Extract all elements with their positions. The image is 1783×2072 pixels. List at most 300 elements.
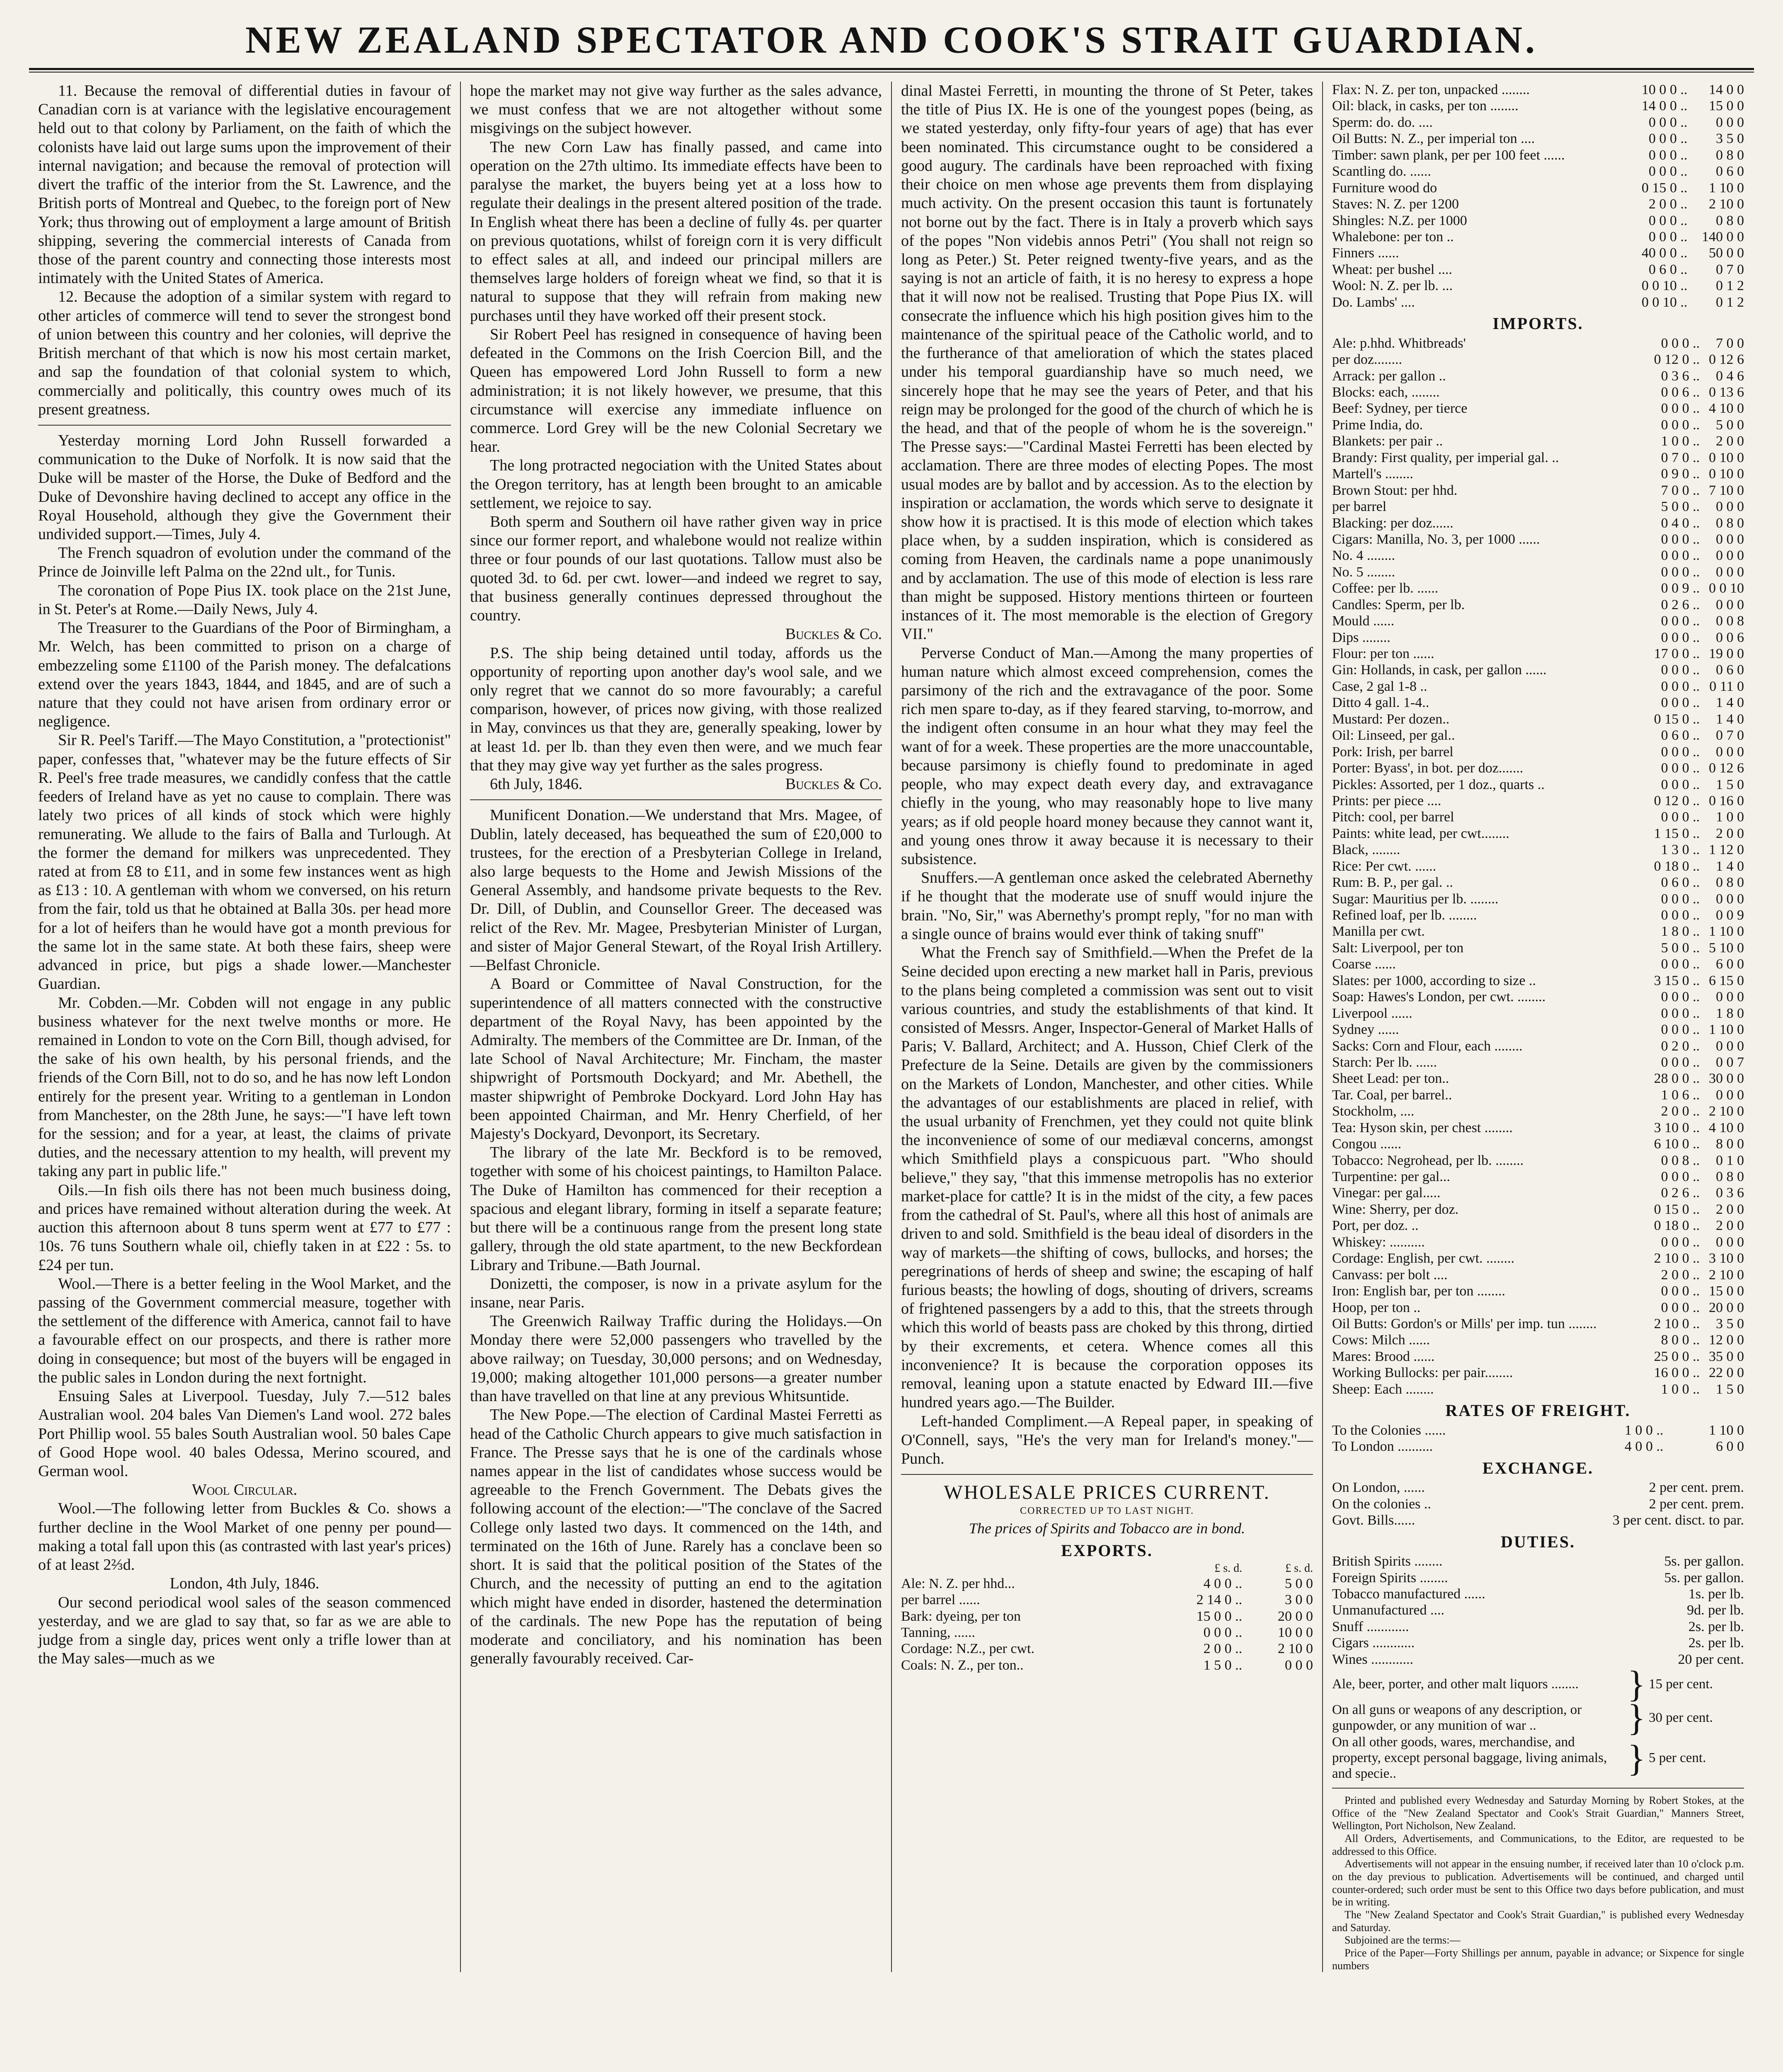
item-value: 15 0 0 <box>1709 98 1744 114</box>
item-label: Case, 2 gal 1-8 .. <box>1332 678 1427 694</box>
import-row <box>1332 711 1744 727</box>
item-value: 5 0 0 <box>1716 417 1744 433</box>
item-value: 0 0 0 .. <box>1661 891 1700 907</box>
import-row <box>1332 1005 1744 1021</box>
import-row <box>1332 646 1744 662</box>
item-label: Tobacco: Negrohead, per lb. ........ <box>1332 1152 1524 1168</box>
item-label: Pickles: Assorted, per 1 doz., quarts .. <box>1332 777 1545 792</box>
item-value: 0 0 0 .. <box>1648 229 1688 244</box>
item-label: Oil Butts: Gordon's or Mills' per imp. tun ........ <box>1332 1316 1597 1331</box>
item-value: 3 10 0 <box>1709 1251 1744 1266</box>
article-paragraph: The Treasurer to the Guardians of the Poor of Birmingham, a Mr. Welch, has been committed to prison on a charge of embezzeling some £1100 of the Parish money. The defalcations extend over the years 1843, 1844, and 1845, and are of such a nature that they could not have arisen from ordinary error or negligence. <box>38 619 451 731</box>
item-value: 2 0 0 .. <box>1661 1104 1700 1119</box>
item-label: Flour: per ton ...... <box>1332 646 1434 662</box>
item-value: 20 0 0 <box>1709 1300 1744 1315</box>
item-value: 0 0 0 .. <box>1661 744 1700 760</box>
article-paragraph: Ensuing Sales at Liverpool. Tuesday, July 7.—512 bales Australian wool. 204 bales Van Diemen's Land wool. 272 bales Port Phillip wool. 55 bales South Australian wool. 50 bales Cape of Good Hope wool. 40 bales Odessa, Merino scoured, and German wool. <box>38 1387 451 1480</box>
item-value: 0 0 0 .. <box>1661 548 1700 564</box>
item-value: 2s. per lb. <box>1688 1619 1744 1634</box>
import-row <box>1332 891 1744 907</box>
item-value: 1 5 0 <box>1716 777 1744 792</box>
item-value: 2 0 0 .. <box>1648 196 1688 212</box>
item-value: 0 0 9 .. <box>1661 581 1700 596</box>
item-value: 6 10 0 .. <box>1654 1136 1700 1152</box>
item-label: Canvass: per bolt .... <box>1332 1267 1448 1283</box>
import-row <box>1332 1136 1744 1152</box>
import-row <box>1332 678 1744 695</box>
column-1 <box>29 82 460 1972</box>
import-row <box>1332 335 1744 351</box>
item-value: 0 0 0 .. <box>1648 131 1688 147</box>
item-value: 0 6 0 .. <box>1648 261 1688 277</box>
item-value: 5s. per gallon. <box>1664 1570 1744 1585</box>
item-value: 1 0 0 <box>1716 809 1744 825</box>
item-value: 8 0 0 <box>1716 1136 1744 1152</box>
item-value: 4 0 0 .. <box>1624 1439 1664 1455</box>
export-row <box>901 1624 1313 1641</box>
item-label: Salt: Liverpool, per ton <box>1332 940 1464 956</box>
export-row <box>1332 98 1744 114</box>
item-value: 20 0 0 <box>1278 1608 1313 1624</box>
item-value: 2s. per lb. <box>1688 1635 1744 1651</box>
item-value: 0 0 0 <box>1716 989 1744 1005</box>
item-value: 6 0 0 <box>1716 956 1744 972</box>
item-value: 0 6 0 .. <box>1661 728 1700 743</box>
item-value: 1 10 0 <box>1709 1422 1744 1438</box>
item-value: 0 0 0 .. <box>1648 114 1688 130</box>
wholesale-note: The prices of Spirits and Tobacco are in bond. <box>969 1520 1245 1537</box>
article-paragraph: 11. Because the removal of differential duties in favour of Canadian corn is at variance with the legislative encouragement held out to that colony by Parliament, on the faith of which the colonists have laid out large sums upon the improvement of their internal navigation; and because the removal of protection will divert the traffic of the interior from the St. Lawrence, and the British ports of Montreal and Quebec, to the foreign port of New York; thus throwing out of employment a large amount of British shipping, severing the commercial interests of Canada from those of the parent country and connecting those interests most intimately with the United States of America. <box>38 82 451 287</box>
signature-date: 6th July, 1846. <box>490 775 583 793</box>
import-row <box>1332 662 1744 678</box>
duty-row <box>1332 1651 1744 1668</box>
item-label: On London, ...... <box>1332 1480 1425 1496</box>
item-label: Do. Lambs' .... <box>1332 294 1415 310</box>
item-label: Sperm: do. do. .... <box>1332 114 1433 130</box>
item-value: 2 10 0 .. <box>1654 1316 1700 1331</box>
item-value: 4 10 0 <box>1709 1120 1744 1135</box>
separator <box>901 1474 1313 1475</box>
imprint-line: All Orders, Advertisements, and Communications, to the Editor, are requested to be addressed to this Office. <box>1332 1832 1744 1857</box>
article-paragraph: Sir Robert Peel has resigned in consequence of having been defeated in the Commons on the Irish Coercion Bill, and the Queen has empowered Lord John Russell to form a new administration; it is not likely however, we presume, that this circumstance will exercise any immediate influence on commerce. Lord Grey will be the new Colonial Secretary we hear. <box>470 325 882 456</box>
duties-table <box>1332 1553 1744 1668</box>
import-row <box>1332 1283 1744 1299</box>
item-value: 0 0 9 <box>1716 908 1744 923</box>
duty-brace-value: 15 per cent. <box>1649 1676 1713 1692</box>
imprint <box>1332 1794 1744 1972</box>
item-label: Working Bullocks: per pair........ <box>1332 1365 1513 1381</box>
article-paragraph: The long protracted negociation with the United States about the Oregon territory, has at length been brought to an amicable settlement, we rejoice to say. <box>470 457 882 512</box>
item-label: Cordage: English, per cwt. ........ <box>1332 1251 1515 1266</box>
item-label: Sheep: Each ........ <box>1332 1381 1434 1397</box>
masthead-rule <box>29 68 1754 70</box>
duty-brace-row <box>1332 1697 1744 1739</box>
item-label: Tea: Hyson skin, per chest ........ <box>1332 1120 1513 1135</box>
article-paragraph: Snuffers.—A gentleman once asked the celebrated Abernethy if he thought that the moderate use of snuff would injure the brain. "No, Sir," was Abernethy's prompt reply, "for no man with a single ounce of brains would ever think of taking snuff" <box>901 869 1313 943</box>
item-value: 14 0 0 .. <box>1641 98 1688 114</box>
imprint-line: Advertisements will not appear in the ensuing number, if received later than 10 o'clock p.m. on the day previous to publication. Advertisements will be continued, and charged until counter-ordered; such order must be sent to this Office two days before publication, and must be in writing. <box>1332 1858 1744 1908</box>
item-label: Port, per doz. .. <box>1332 1218 1419 1234</box>
item-label: Cigars: Manilla, No. 3, per 1000 ...... <box>1332 531 1540 547</box>
import-row <box>1332 1348 1744 1365</box>
duty-brace-label: Ale, beer, porter, and other malt liquors ........ <box>1332 1676 1579 1692</box>
item-label: Whiskey: .......... <box>1332 1234 1425 1250</box>
export-row <box>1332 147 1744 163</box>
import-row <box>1332 1169 1744 1185</box>
import-row <box>1332 793 1744 809</box>
import-row <box>1332 629 1744 646</box>
item-label: per doz........ <box>1332 352 1403 368</box>
imprint-line: Price of the Paper—Forty Shillings per annum, payable in advance; or Sixpence for single numbers <box>1332 1947 1744 1972</box>
item-label: Sacks: Corn and Flour, each ........ <box>1332 1038 1523 1054</box>
imports-title: IMPORTS. <box>1492 314 1584 333</box>
item-value: 0 16 0 <box>1709 793 1744 808</box>
item-label: Oil: Linseed, per gal.. <box>1332 728 1455 743</box>
export-row <box>1332 245 1744 261</box>
item-label: No. 4 ........ <box>1332 548 1395 564</box>
item-value: 0 0 0 .. <box>1661 678 1700 694</box>
item-value: 0 8 0 <box>1716 515 1744 531</box>
article-paragraph: Wool.—The following letter from Buckles & Co. shows a further decline in the Wool Market of one penny per pound—making a total fall upon this (as contrasted with last year's prices) of at least 2⅔d. <box>38 1500 451 1574</box>
import-row <box>1332 809 1744 825</box>
column-3 <box>891 82 1322 1972</box>
article-paragraph: Both sperm and Southern oil have rather given way in price since our former report, and whalebone would not realize within three or four pounds of our last quotations. Tallow must also be quoted 3d. to 6d. per cwt. lower—and indeed we regret to say, that business generally continues depressed throughout the country. <box>470 513 882 625</box>
import-row <box>1332 466 1744 482</box>
item-value: 17 0 0 .. <box>1654 646 1700 662</box>
item-value: 0 0 8 <box>1716 613 1744 629</box>
import-row <box>1332 547 1744 564</box>
item-value: 1 0 0 .. <box>1624 1422 1664 1438</box>
item-value: 6 0 0 <box>1716 1439 1744 1455</box>
item-value: 1 5 0 .. <box>1203 1657 1243 1673</box>
import-row <box>1332 1054 1744 1070</box>
duty-row <box>1332 1586 1744 1602</box>
item-value: 2 10 0 .. <box>1654 1251 1700 1266</box>
item-label: Hoop, per ton .. <box>1332 1300 1421 1315</box>
item-value: 0 0 0 .. <box>1661 777 1700 792</box>
column-2 <box>460 82 891 1972</box>
article-paragraph: Wool.—There is a better feeling in the Wool Market, and the passing of the Government commercial measure, together with the settlement of the difference with America, cannot fail to have a favourable effect on our prospects, and there is rather more doing in consequence; but most of the buyers will be engaged in the public sales in London during the next fortnight. <box>38 1275 451 1386</box>
item-value: 2 14 0 .. <box>1196 1592 1243 1608</box>
import-row <box>1332 1234 1744 1250</box>
item-value: 0 0 0 .. <box>1661 531 1700 547</box>
duties-title: DUTIES. <box>1501 1532 1575 1551</box>
item-value: 1 10 0 <box>1709 1022 1744 1038</box>
item-value: 20 per cent. <box>1678 1651 1744 1667</box>
item-value: 2 0 0 <box>1716 825 1744 841</box>
item-value: 0 15 0 .. <box>1641 180 1688 196</box>
item-value: 0 12 6 <box>1709 352 1744 368</box>
item-value: 0 0 0 <box>1716 548 1744 564</box>
item-value: 1 0 0 .. <box>1661 433 1700 449</box>
item-value: 2 10 0 <box>1709 196 1744 212</box>
item-value: 0 1 0 <box>1716 1152 1744 1168</box>
import-row <box>1332 499 1744 515</box>
item-value: 3 15 0 .. <box>1654 973 1700 988</box>
item-label: Unmanufactured .... <box>1332 1602 1444 1618</box>
item-label: Timber: sawn plank, per per 100 feet ...... <box>1332 147 1565 163</box>
item-value: 0 0 0 <box>1716 114 1744 130</box>
export-row <box>1332 196 1744 212</box>
item-label: Blankets: per pair .. <box>1332 433 1443 449</box>
item-label: No. 5 ........ <box>1332 564 1395 580</box>
import-row <box>1332 907 1744 923</box>
import-row <box>1332 1070 1744 1087</box>
import-row <box>1332 450 1744 466</box>
import-row <box>1332 744 1744 760</box>
item-label: Slates: per 1000, according to size .. <box>1332 973 1536 988</box>
item-value: 0 0 0 .. <box>1661 401 1700 416</box>
signature: Buckles & Co. <box>785 625 882 643</box>
article-paragraph: Munificent Donation.—We understand that Mrs. Magee, of Dublin, lately deceased, has bequeathed the sum of £20,000 to trustees, for the erection of a Presbyterian College in Ireland, also large bequests to the Home and Jewish Missions of the General Assembly, and handsome private bequests to the Rev. Dr. Dill, of Dublin, and Counsellor Greer. The deceased was relict of the Rev. Mr. Magee, Presbyterian Minister of Lurgan, and sister of Major General Stewart, of the Royal Irish Artillery.—Belfast Chronicle. <box>470 806 882 974</box>
item-value: 0 11 0 <box>1709 678 1744 694</box>
import-row <box>1332 597 1744 613</box>
import-row <box>1332 858 1744 874</box>
item-value: 0 8 0 <box>1716 147 1744 163</box>
item-label: Beef: Sydney, per tierce <box>1332 401 1468 416</box>
item-value: 2 10 0 <box>1709 1104 1744 1119</box>
item-value: 0 0 0 .. <box>1661 564 1700 580</box>
item-value: 0 0 10 .. <box>1641 294 1688 310</box>
item-label: Iron: English bar, per ton ........ <box>1332 1283 1505 1299</box>
item-value: 0 18 0 .. <box>1654 858 1700 874</box>
export-row <box>901 1608 1313 1624</box>
import-row <box>1332 400 1744 416</box>
item-value: 1s. per lb. <box>1688 1586 1744 1602</box>
export-row <box>1332 82 1744 98</box>
import-row <box>1332 777 1744 793</box>
brace-glyph: } <box>1627 1738 1645 1779</box>
item-value: 0 10 0 <box>1709 450 1744 465</box>
article-paragraph: dinal Mastei Ferretti, in mounting the throne of St Peter, takes the title of Pius IX. He is one of the youngest popes (being, as we stated yesterday, only fifty-four years of age) that has ever been nominated. This circumstance ought to be considered a good augury. The cardinals have been reproached with fixing their choice on men whose age prevents them from displaying much activity. On the present occasion this taunt is fortunately not borne out by the fact. There is in Italy a proverb which says of the popes "Non videbis annos Petri" (You shall not reign so long as Peter.) St. Peter reigned twenty-five years, and as the saying is not an article of faith, it is no heresy to express a hope that it will now not be realised. Trusting that Pope Pius IX. will consecrate the influence which his high position gives him to the maintenance of the spiritual peace of the Catholic world, and to the furtherance of that amelioration of which the states placed under his temporal guardianship have so much need, we sincerely hope that he may see the years of Peter, and that his reign may be prolonged for the good of the church of which he is the head, and that of the people of whom he is the sovereign." The Presse says:—"Cardinal Mastei Ferretti has been elected by acclamation. There are three modes of electing Popes. The most usual modes are by ballot and by accession. As to the election by inspiration or acclamation, the words which serve to designate it show how it is practised. It is this mode of election which takes place when, by a sudden inspiration, which is considered as coming from Heaven, the cardinals name a pope unanimously and by acclamation. The use of this mode of election is less rare than might be supposed. History mentions thirteen or fourteen instances of it. The most memorable is the election of Gregory VII." <box>901 82 1313 643</box>
item-label: Turpentine: per gal... <box>1332 1169 1450 1185</box>
item-value: 0 0 0 <box>1716 744 1744 760</box>
item-label: Prime India, do. <box>1332 417 1423 433</box>
item-value: 0 0 0 .. <box>1648 164 1688 179</box>
item-label: Whalebone: per ton .. <box>1332 229 1454 244</box>
item-value: 0 7 0 <box>1716 261 1744 277</box>
export-row <box>901 1592 1313 1608</box>
freight-row <box>1332 1438 1744 1455</box>
wholesale-title: WHOLESALE PRICES CURRENT. <box>944 1481 1270 1504</box>
article-paragraph: Yesterday morning Lord John Russell forwarded a communication to the Duke of Norfolk. It is now said that the Duke will be master of the Horse, the Duke of Bedford and the Duke of Devonshire having declined to accept any office in the Royal Household, although they give the Government their undivided support.—Times, July 4. <box>38 431 451 543</box>
item-value: 0 0 0 .. <box>1648 213 1688 228</box>
item-value: 1 4 0 <box>1716 695 1744 711</box>
exchange-table <box>1332 1479 1744 1528</box>
duty-brace-label: On all guns or weapons of any description, or gunpowder, or any munition of war .. <box>1332 1702 1582 1733</box>
brace-glyph: } <box>1627 1664 1645 1705</box>
item-label: Govt. Bills...... <box>1332 1513 1415 1528</box>
item-label: Scantling do. ...... <box>1332 164 1431 179</box>
item-label: Wheat: per bushel .... <box>1332 261 1452 277</box>
item-value: 0 0 0 .. <box>1661 335 1700 351</box>
item-value: 1 4 0 <box>1716 711 1744 727</box>
masthead: NEW ZEALAND SPECTATOR AND COOK'S STRAIT GUARDIAN. <box>245 19 1538 61</box>
item-value: 3 per cent. disct. to par. <box>1612 1513 1744 1528</box>
import-row <box>1332 613 1744 629</box>
export-row <box>1332 278 1744 294</box>
item-label: Blacking: per doz...... <box>1332 515 1454 531</box>
export-row <box>1332 163 1744 179</box>
item-label: Coals: N. Z., per ton.. <box>901 1657 1024 1673</box>
article-paragraph: A Board or Committee of Naval Construction, for the superintendence of all matters connected with the constructive department of the Royal Navy, has been appointed by the Admiralty. The members of the Committee are Dr. Inman, of the late School of Naval Architecture; Mr. Fincham, the master shipwright of Portsmouth Dockyard; and Mr. Abethell, the master shipwright of Pembroke Dockyard. Lord John Hay has been appointed Chairman, and Mr. Henry Cherfield, of her Majesty's Dockyard, Devonport, its Secretary. <box>470 975 882 1143</box>
item-value: 0 0 10 <box>1709 581 1744 596</box>
item-label: Dips ........ <box>1332 629 1391 645</box>
item-value: 2 0 0 <box>1716 433 1744 449</box>
item-value: 3 5 0 <box>1716 1316 1744 1331</box>
import-row <box>1332 1185 1744 1201</box>
item-value: 0 0 0 <box>1716 499 1744 515</box>
item-value: 0 0 0 <box>1716 564 1744 580</box>
import-row <box>1332 1381 1744 1397</box>
export-row <box>1332 180 1744 196</box>
duty-row <box>1332 1553 1744 1569</box>
duty-brace-value: 5 per cent. <box>1649 1750 1706 1766</box>
item-value: 2 per cent. prem. <box>1649 1496 1744 1512</box>
item-value: 1 3 0 .. <box>1661 842 1700 858</box>
item-value: 0 2 6 .. <box>1661 1185 1700 1201</box>
item-value: 8 0 0 .. <box>1661 1332 1700 1348</box>
item-value: 0 3 6 <box>1716 1185 1744 1201</box>
export-row <box>1332 213 1744 229</box>
import-row <box>1332 1250 1744 1266</box>
import-row <box>1332 433 1744 449</box>
export-row <box>901 1576 1313 1592</box>
import-row <box>1332 351 1744 368</box>
import-row <box>1332 1201 1744 1218</box>
item-label: Candles: Sperm, per lb. <box>1332 597 1465 612</box>
import-row <box>1332 564 1744 580</box>
export-row <box>1332 294 1744 310</box>
item-value: 6 15 0 <box>1709 973 1744 988</box>
signature: Buckles & Co. <box>785 775 882 793</box>
article-paragraph: The New Pope.—The election of Cardinal Mastei Ferretti as head of the Catholic Church appears to give much satisfaction in France. The Presse says that he is one of the cardinals whose names appear in the list of candidates whose success would be agreeable to the French Government. The Debats gives the following account of the election:—"The conclave of the Sacred College only lasted two days. It commenced on the 14th, and terminated on the 16th of June. Rarely has a conclave been so short. It is said that the political position of the States of the Church, and the necessity of putting an end to the agitation which might have ended in disorder, hastened the determination of the cardinals. The new Pope has the reputation of being moderate and conciliatory, and his nomination has been generally favourably received. Car- <box>470 1406 882 1668</box>
item-value: 1 4 0 <box>1716 858 1744 874</box>
item-value: 7 0 0 .. <box>1661 482 1700 498</box>
item-value: 0 0 0 .. <box>1661 662 1700 678</box>
item-value: 1 10 0 <box>1709 924 1744 939</box>
item-label: Porter: Byass', in bot. per doz....... <box>1332 760 1524 776</box>
import-row <box>1332 956 1744 972</box>
article-paragraph: The library of the late Mr. Beckford is to be removed, together with some of his choicest paintings, to Hamilton Palace. The Duke of Hamilton has commenced for their reception a spacious and elegant library, forming in itself a separate feature; but there will be a continuous range from the present long state gallery, through the old state apartment, to the new Beckfordean Library and Tribune.—Bath Journal. <box>470 1144 882 1274</box>
item-value: 0 0 0 .. <box>1661 1005 1700 1021</box>
item-label: Wool: N. Z. per lb. ... <box>1332 278 1453 294</box>
item-value: 1 5 0 <box>1716 1381 1744 1397</box>
article-paragraph: Sir R. Peel's Tariff.—The Mayo Constitution, a "protectionist" paper, confesses that, "whatever may be the future effects of Sir R. Peel's free trade measures, we candidly confess that the cattle feeders of Ireland have as yet no cause to complain. There was lately two prices of all kinds of stock which were highly remunerating. We allude to the fairs of Balla and Turlough. At the former the demand for milkers was unprecedented. They rated at from £8 to £11, and in some few instances went as high as £13 : 10. A gentleman with whom we conversed, on his return from the fair, told us that he obtained at Balla 30s. per head more for a lot of heifers than he would have got a month previous for the same lot in the same state. At both these fairs, sheep were advanced in price, but pigs a shade lower.—Manchester Guardian. <box>38 731 451 993</box>
item-value: 0 8 0 <box>1716 1169 1744 1185</box>
item-value: 1 10 0 <box>1709 180 1744 196</box>
item-value: 0 15 0 .. <box>1654 711 1700 727</box>
item-label: Rice: Per cwt. ...... <box>1332 858 1437 874</box>
item-value: 2 10 0 <box>1278 1641 1313 1657</box>
col-header: £ s. d. <box>1285 1562 1313 1575</box>
item-value: 0 0 0 .. <box>1661 417 1700 433</box>
item-value: 1 8 0 <box>1716 1005 1744 1021</box>
wholesale-subtitle: CORRECTED UP TO LAST NIGHT. <box>1020 1506 1194 1517</box>
item-value: 2 0 0 .. <box>1203 1641 1243 1657</box>
item-label: Cows: Milch ...... <box>1332 1332 1430 1348</box>
article-paragraph: Perverse Conduct of Man.—Among the many properties of human nature which almost exceed comprehension, comes the parsimony of the rich and the extravagance of the poor. Some rich men spare to-day, as if they feared starving, to-morrow, and the indigent often consume in an hour what they may feel the want of for a week. These properties are the more unaccountable, because parsimony is chiefly found to predominate in aged people, who may expect death every day, and extravagance chiefly in the young, who may reasonably hope to live many years; as if old people hoard money because they cannot want it, and young ones throw it away because it is necessary to their subsistence. <box>901 644 1313 868</box>
import-row <box>1332 1038 1744 1054</box>
item-value: 5s. per gallon. <box>1664 1554 1744 1569</box>
item-label: Ditto 4 gall. 1-4.. <box>1332 695 1429 711</box>
item-label: Bark: dyeing, per ton <box>901 1608 1021 1624</box>
exchange-row <box>1332 1479 1744 1496</box>
freight-table <box>1332 1422 1744 1455</box>
separator <box>38 425 451 426</box>
separator <box>470 799 882 800</box>
item-value: 3 10 0 .. <box>1654 1120 1700 1135</box>
item-label: Martell's ........ <box>1332 466 1413 482</box>
item-label: Foreign Spirits ........ <box>1332 1570 1448 1585</box>
item-label: Tobacco manufactured ...... <box>1332 1586 1485 1602</box>
item-value: 2 per cent. prem. <box>1649 1480 1744 1496</box>
article-paragraph: The French squadron of evolution under the command of the Prince de Joinville left Palma on the 22nd ult., for Tunis. <box>38 544 451 581</box>
item-value: 35 0 0 <box>1709 1348 1744 1364</box>
item-value: 5 0 0 .. <box>1661 499 1700 515</box>
item-value: 25 0 0 .. <box>1654 1348 1700 1364</box>
exports-title: EXPORTS. <box>1061 1541 1153 1560</box>
item-label: Brandy: First quality, per imperial gal. .. <box>1332 450 1559 465</box>
import-row <box>1332 940 1744 956</box>
item-value: 0 0 0 <box>1716 1087 1744 1103</box>
item-value: 16 0 0 .. <box>1654 1365 1700 1381</box>
item-value: 0 0 0 .. <box>1661 695 1700 711</box>
item-label: Coffee: per lb. ...... <box>1332 581 1439 596</box>
item-value: 40 0 0 .. <box>1641 245 1688 261</box>
item-value: 0 7 0 <box>1716 728 1744 743</box>
item-label: Finners ...... <box>1332 245 1399 261</box>
item-value: 0 12 6 <box>1709 760 1744 776</box>
item-value: 0 0 0 .. <box>1203 1625 1243 1641</box>
item-value: 0 15 0 .. <box>1654 1201 1700 1217</box>
article-paragraph: Oils.—In fish oils there has not been much business doing, and prices have remained without alteration during the week. At auction this afternoon about 8 tuns sperm went at £77 to £77 : 10s. 76 tuns Southern whale oil, chiefly taken in at £22 : 5s. to £24 per tun. <box>38 1181 451 1274</box>
export-row <box>1332 131 1744 147</box>
duty-row <box>1332 1602 1744 1618</box>
import-row <box>1332 874 1744 891</box>
item-value: 0 10 0 <box>1709 466 1744 482</box>
imprint-line: The "New Zealand Spectator and Cook's Strait Guardian," is published every Wednesday and Saturday. <box>1332 1909 1744 1934</box>
item-value: 0 0 0 .. <box>1661 613 1700 629</box>
item-label: Cigars ............ <box>1332 1635 1415 1651</box>
item-value: 0 18 0 .. <box>1654 1218 1700 1234</box>
item-value: 7 0 0 <box>1716 335 1744 351</box>
item-value: 0 1 2 <box>1716 294 1744 310</box>
item-label: Prints: per piece .... <box>1332 793 1441 808</box>
item-value: 0 0 6 .. <box>1661 385 1700 400</box>
import-row <box>1332 531 1744 547</box>
item-label: Refined loaf, per lb. ........ <box>1332 908 1477 923</box>
item-value: 1 0 0 .. <box>1661 1381 1700 1397</box>
export-row <box>1332 229 1744 245</box>
import-row <box>1332 989 1744 1005</box>
item-value: 0 4 6 <box>1716 368 1744 384</box>
item-value: 0 0 0 .. <box>1648 147 1688 163</box>
duty-brace-group <box>1332 1664 1744 1782</box>
item-value: 0 0 0 <box>1716 891 1744 907</box>
item-value: 30 0 0 <box>1709 1071 1744 1087</box>
item-label: Pitch: cool, per barrel <box>1332 809 1454 825</box>
item-value: 12 0 0 <box>1709 1332 1744 1348</box>
item-label: To the Colonies ...... <box>1332 1422 1446 1438</box>
item-label: Wines ............ <box>1332 1651 1413 1667</box>
article-paragraph: hope the market may not give way further as the sales advance, we must confess that we are not altogether without some misgivings on the subject however. <box>470 82 882 137</box>
item-value: 0 8 0 <box>1716 875 1744 891</box>
item-label: Starch: Per lb. ...... <box>1332 1054 1437 1070</box>
item-label: Vinegar: per gal..... <box>1332 1185 1441 1201</box>
item-label: Snuff ............ <box>1332 1619 1409 1634</box>
article-paragraph: The new Corn Law has finally passed, and came into operation on the 27th ultimo. Its immediate effects have been to paralyse the market, the buyers being yet at a loss how to regulate their dealings in the present altered position of the trade. In English wheat there has been a decline of fully 4s. per quarter on previous quotations, whilst of foreign corn it is very difficult to effect sales at all, and indeed our principal millers are themselves large holders of foreign wheat we find, so that it is natural to suppose that they will refrain from making new purchases until they have worked off their present stock. <box>470 138 882 324</box>
